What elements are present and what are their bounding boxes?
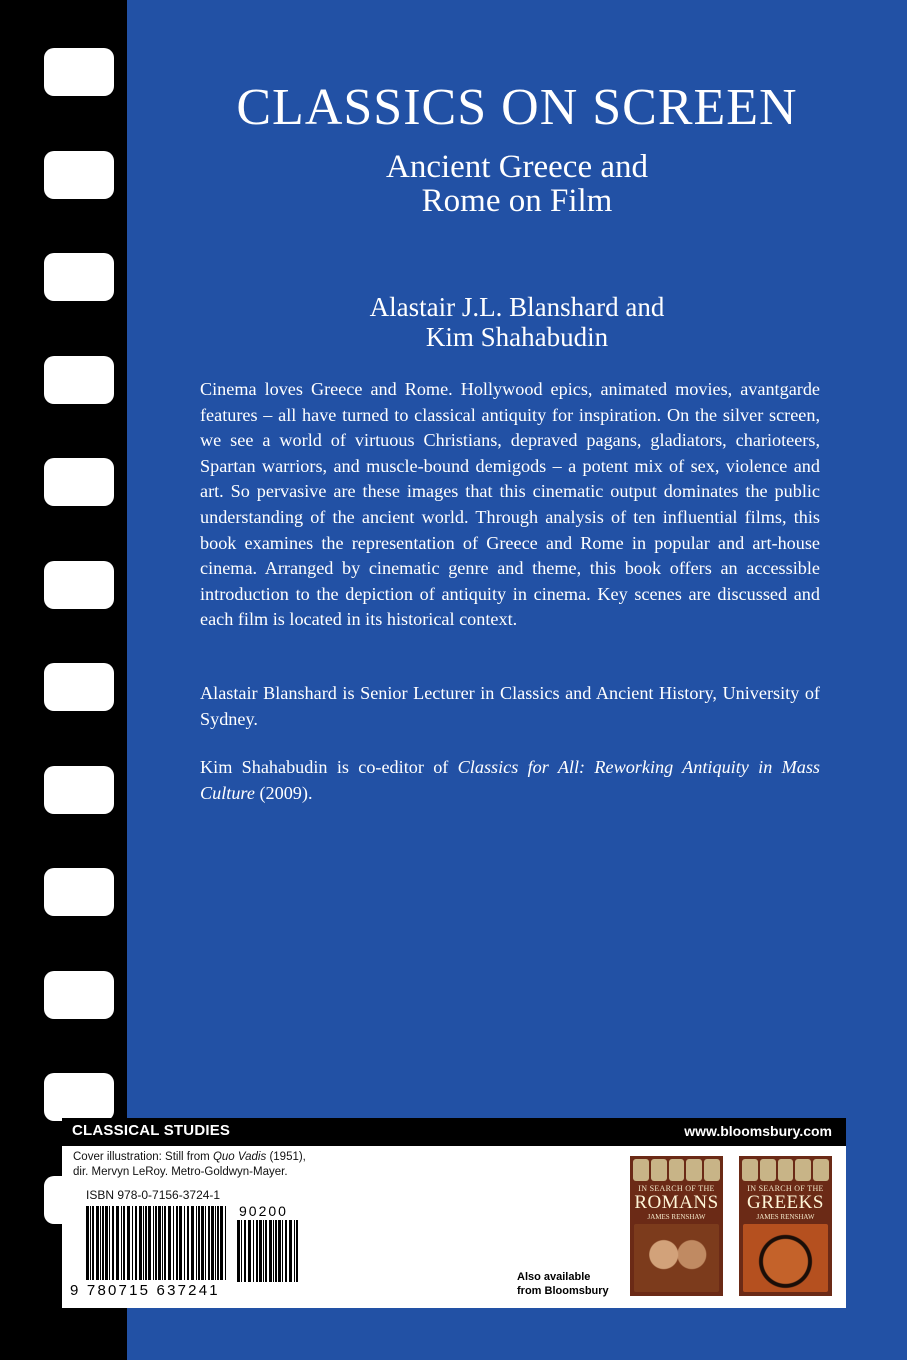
sprocket-hole: [44, 1073, 114, 1121]
subtitle-line-1: Ancient Greece and: [385, 149, 649, 185]
related-book-greeks[interactable]: [739, 1156, 832, 1296]
statue-heads-icon: [742, 1159, 829, 1181]
author-bio-blanshard: Alastair Blanshard is Senior Lecturer in Classics and Ancient History, University of Sydney.: [200, 683, 820, 729]
sprocket-hole: [44, 663, 114, 711]
isbn-text: ISBN 978-0-7156-3724-1: [86, 1188, 221, 1202]
authors-line-1: Alastair J.L. Blanshard and: [369, 292, 665, 322]
sprocket-hole: [44, 151, 114, 199]
related-book-romans[interactable]: [630, 1156, 723, 1296]
credit-film-title: Quo Vadis: [212, 1151, 267, 1163]
blurb-paragraph: Cinema loves Greece and Rome. Hollywood epics, animated movies, avantgarde features – all have turned to classical antiquity for inspiration. On the silver screen, we see a world of virtuous Christians, depraved pagans, gladiators, charioteers, Spartan warriors, and muscle-bound demigods – a potent mix of sex, violence and art. So pervasive are these images that this cinematic output dominates the public understanding of the ancient world. Through analysis of ten influential films, this book examines the representation of Greece and Rome in popular and art-house cinema. Arranged by cinematic genre and theme, this book offers an accessible introduction to the depiction of antiquity in cinema. Key scenes are discussed and each film is located in its historical context.: [200, 379, 820, 630]
author-bio-shahabudin: [200, 755, 820, 806]
barcode-digits: 9 780715 637241: [70, 1282, 220, 1299]
greek-vase-image: [743, 1224, 828, 1292]
credit-line-1: [73, 1150, 306, 1165]
related-book-title: GREEKS: [747, 1192, 824, 1213]
bio2-prefix: Kim Shahabudin is co-editor of: [200, 757, 458, 777]
also-available-label: [517, 1270, 609, 1298]
series-label: CLASSICAL STUDIES: [72, 1122, 231, 1139]
related-book-author: JAMES RENSHAW: [647, 1213, 706, 1221]
also-line-1: Also available: [517, 1271, 591, 1283]
portrait-busts-icon: [633, 1159, 720, 1181]
bio2-suffix: (2009).: [254, 782, 313, 803]
footer-bar: [62, 1118, 846, 1146]
authors-line-2: Kim Shahabudin: [425, 322, 609, 352]
barcode-addon-icon: [237, 1220, 301, 1284]
sprocket-hole: [44, 48, 114, 96]
sprocket-hole: [44, 253, 114, 301]
credit-line-2: dir. Mervyn LeRoy. Metro-Goldwyn-Mayer.: [73, 1166, 288, 1178]
book-subtitle: [127, 150, 907, 218]
cover-credit: [73, 1150, 306, 1180]
related-book-author: JAMES RENSHAW: [756, 1213, 815, 1221]
sprocket-hole: [44, 868, 114, 916]
barcode-addon-digits: 90200: [239, 1203, 288, 1219]
also-line-2: from Bloomsbury: [517, 1285, 609, 1297]
sprocket-hole: [44, 458, 114, 506]
credit-prefix: Cover illustration: Still from: [73, 1151, 213, 1163]
sprocket-hole: [44, 766, 114, 814]
credit-year: (1951),: [266, 1151, 306, 1163]
sprocket-hole: [44, 971, 114, 1019]
fresco-portrait-image: [634, 1224, 719, 1292]
sprocket-hole: [44, 561, 114, 609]
book-authors: [127, 292, 907, 352]
sprocket-hole: [44, 356, 114, 404]
subtitle-line-2: Rome on Film: [421, 183, 613, 219]
related-book-series: IN SEARCH OF THE: [747, 1184, 824, 1193]
book-title: CLASSICS ON SCREEN: [236, 79, 798, 136]
barcode-icon: [86, 1206, 228, 1284]
bio2-book-title: Classics for All: Reworking Antiquity in Mass Culture: [200, 757, 821, 803]
related-book-title: ROMANS: [634, 1192, 719, 1213]
related-book-series: IN SEARCH OF THE: [638, 1184, 715, 1193]
publisher-website-link[interactable]: www.bloomsbury.com: [684, 1123, 832, 1139]
